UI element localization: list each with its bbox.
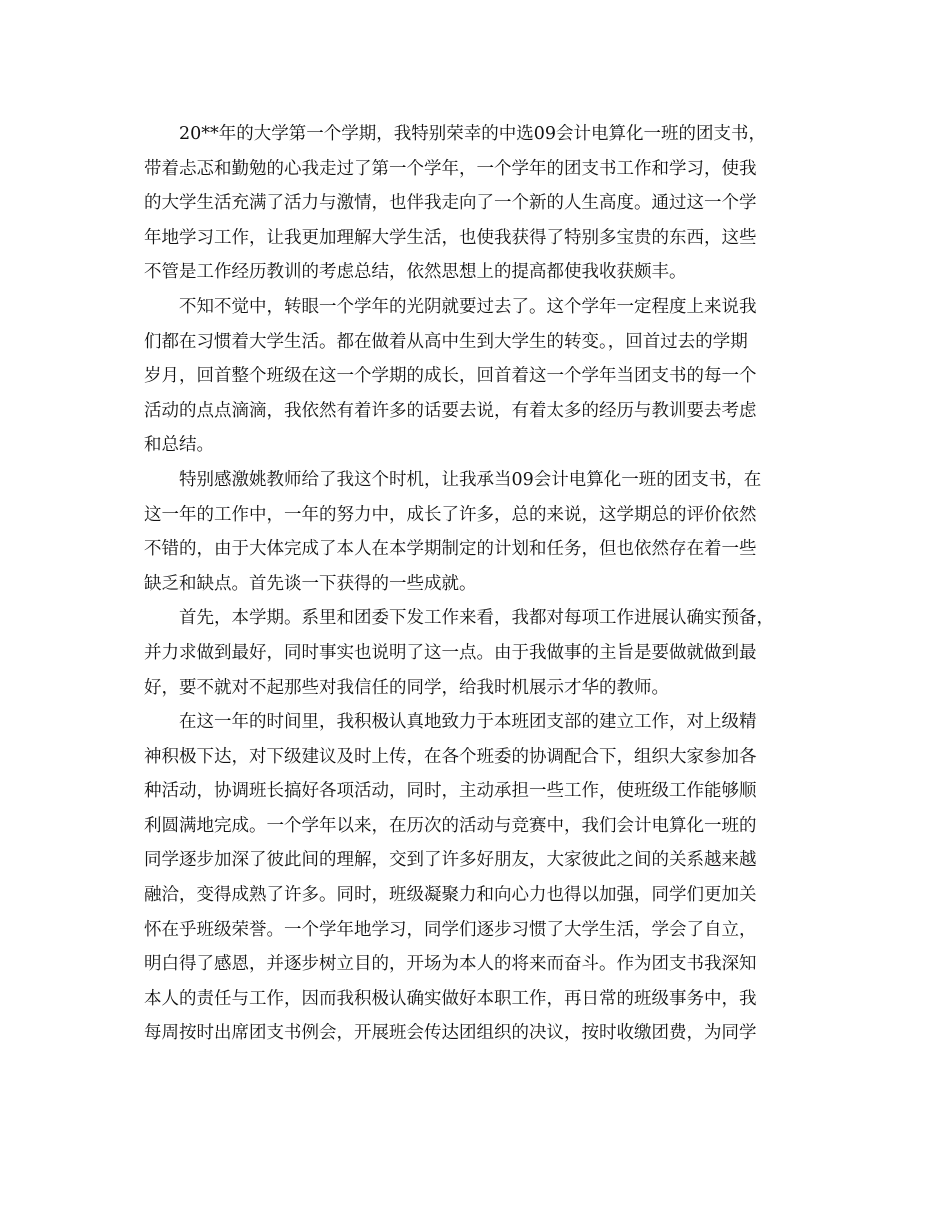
text-line: 年地学习工作，让我更加理解大学生活，也使我获得了特别多宝贵的东西，这些	[144, 227, 757, 248]
text-line: 岁月，回首整个班级在这一个学期的成长，回首着这一个学年当团支书的每一个	[144, 366, 757, 387]
text-line: 特别感激姚教师给了我这个时机，让我承当09会计电算化一班的团支书，在	[179, 469, 762, 490]
text-line: 怀在乎班级荣誉。一个学年地学习，同学们逐步习惯了大学生活，学会了自立，	[144, 919, 757, 940]
text-line: 活动的点点滴滴，我依然有着许多的话要去说，有着太多的经历与教训要去考虑	[144, 400, 757, 421]
text-line: 20**年的大学第一个学期，我特别荣幸的中选09会计电算化一班的团支书，	[179, 124, 767, 144]
text-line: 本人的责任与工作，因而我积极认确实做好本职工作，再日常的班级事务中，我	[144, 988, 757, 1009]
text-line: 不错的，由于大体完成了本人在本学期制定的计划和任务，但也依然存在着一些	[144, 539, 757, 560]
text-line: 在这一年的时间里，我积极认真地致力于本班团支部的建立工作，对上级精	[179, 712, 757, 733]
text-line: 好，要不就对不起那些对我信任的同学，给我时机展示才华的教师。	[144, 677, 669, 698]
text-line: 融洽，变得成熟了许多。同时，班级凝聚力和向心力也得以加强，同学们更加关	[144, 885, 757, 906]
text-line: 明白得了感恩，并逐步树立目的，开场为本人的将来而奋斗。作为团支书我深知	[144, 954, 757, 975]
text-line: 每周按时出席团支书例会，开展班会传达团组织的决议，按时收缴团费，为同学	[144, 1023, 757, 1044]
text-line: 并力求做到最好，同时事实也说明了这一点。由于我做事的主旨是要做就做到最	[144, 642, 757, 663]
text-line: 的大学生活充满了活力与激情，也伴我走向了一个新的人生高度。通过这一个学	[144, 193, 757, 214]
text-line: 缺乏和缺点。首先谈一下获得的一些成就。	[144, 573, 477, 594]
text-line: 同学逐步加深了彼此间的理解，交到了许多好朋友，大家彼此之间的关系越来越	[144, 850, 757, 871]
text-line: 利圆满地完成。一个学年以来，在历次的活动与竞赛中，我们会计电算化一班的	[144, 815, 757, 836]
text-line: 带着忐忑和勤勉的心我走过了第一个学年，一个学年的团支书工作和学习，使我	[144, 158, 757, 179]
document-body	[144, 117, 804, 1051]
text-line: 这一年的工作中，一年的努力中，成长了许多，总的来说，这学期总的评价依然	[144, 504, 757, 525]
text-line: 首先，本学期。系里和团委下发工作来看，我都对每项工作进展认确实预备，	[179, 608, 774, 629]
text-line: 和总结。	[144, 435, 214, 456]
text-line: 种活动，协调班长搞好各项活动，同时，主动承担一些工作，使班级工作能够顺	[144, 781, 757, 802]
text-line: 神积极下达，对下级建议及时上传，在各个班委的协调配合下，组织大家参加各	[144, 746, 757, 767]
text-line: 不管是工作经历教训的考虑总结，依然思想上的提高都使我收获颇丰。	[144, 262, 687, 283]
text-line: 们都在习惯着大学生活。都在做着从高中生到大学生的转变。，回首过去的学期	[144, 331, 748, 352]
text-line: 不知不觉中，转眼一个学年的光阴就要过去了。这个学年一定程度上来说我	[179, 296, 757, 317]
